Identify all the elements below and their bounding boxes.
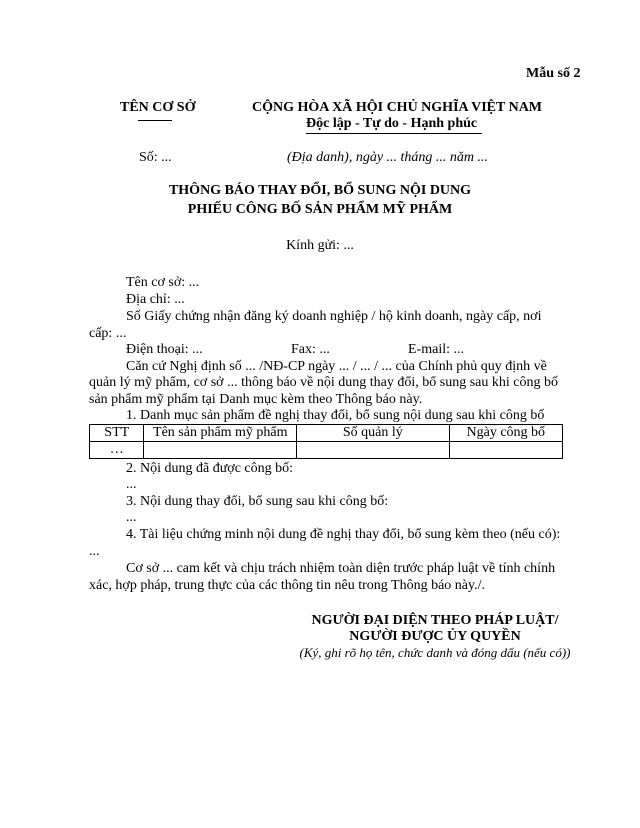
title-line-2: PHIẾU CÔNG BỐ SẢN PHẨM MỸ PHẨM [187, 202, 453, 217]
table-cell-product-name [144, 442, 297, 459]
signature-title-line-1: NGƯỜI ĐẠI DIỆN THEO PHÁP LUẬT/ [311, 613, 559, 628]
column-header-management-number: Số quản lý [297, 425, 450, 442]
signature-title-line-2: NGƯỜI ĐƯỢC ỦY QUYỀN [349, 629, 521, 644]
signature-note: (Ký, ghi rõ họ tên, chức danh và đóng dấu (nếu có)) [299, 645, 571, 660]
field-license-line-2: cấp: ... [89, 326, 127, 341]
basis-line-2: quản lý mỹ phẩm, cơ sở ... thông báo về nội dung thay đổi, bổ sung sau khi công bố [89, 375, 558, 390]
org-name: TÊN CƠ SỞ [120, 100, 196, 115]
field-license-line-1: Số Giấy chứng nhận đăng ký doanh nghiệp / hộ kinh doanh, ngày cấp, nơi [126, 309, 542, 324]
section-4-heading: 4. Tài liệu chứng minh nội dung đề nghị thay đổi, bổ sung kèm theo (nếu có): [126, 527, 561, 542]
column-header-product-name: Tên sản phẩm mỹ phẩm [144, 425, 297, 442]
field-fax: Fax: ... [291, 342, 330, 357]
motto-underline [306, 133, 482, 134]
section-4-value: ... [89, 544, 100, 559]
table-row [90, 442, 563, 459]
field-address: Địa chỉ: ... [126, 292, 185, 307]
commitment-line-2: xác, hợp pháp, trung thực của các thông tin nêu trong Thông báo này./. [89, 578, 485, 593]
place-date: (Địa danh), ngày ... tháng ... năm ... [287, 150, 489, 165]
table-cell-management-number [297, 442, 450, 459]
section-3-heading: 3. Nội dung thay đổi, bổ sung sau khi công bố: [126, 494, 389, 509]
section-2-value: ... [126, 477, 137, 492]
table-header-row [90, 425, 563, 442]
column-header-announcement-date: Ngày công bố [449, 425, 562, 442]
product-table [89, 424, 563, 459]
org-name-underline [138, 120, 172, 121]
table-cell-stt: … [90, 442, 144, 459]
recipient: Kính gửi: ... [286, 238, 354, 253]
motto: Độc lập - Tự do - Hạnh phúc [306, 116, 478, 131]
column-header-stt: STT [90, 425, 144, 442]
commitment-line-1: Cơ sở ... cam kết và chịu trách nhiệm toàn diện trước pháp luật về tính chính [126, 561, 556, 576]
form-number: Mẫu số 2 [526, 66, 581, 81]
table-cell-announcement-date [449, 442, 562, 459]
basis-line-3: sản phẩm mỹ phẩm tại Danh mục kèm theo Thông báo này. [89, 392, 423, 407]
section-1-heading: 1. Danh mục sản phẩm đề nghị thay đổi, bổ sung nội dung sau khi công bố [126, 408, 545, 423]
field-phone: Điện thoại: ... [126, 342, 203, 357]
basis-line-1: Căn cứ Nghị định số ... /NĐ-CP ngày ... / ... / ... của Chính phủ quy định về [126, 359, 547, 374]
country-name: CỘNG HÒA XÃ HỘI CHỦ NGHĨA VIỆT NAM [252, 100, 543, 115]
field-name: Tên cơ sở: ... [126, 275, 200, 290]
field-email: E-mail: ... [408, 342, 464, 357]
section-2-heading: 2. Nội dung đã được công bố: [126, 461, 294, 476]
document-number: Số: ... [139, 150, 172, 165]
section-3-value: ... [126, 510, 137, 525]
title-line-1: THÔNG BÁO THAY ĐỔI, BỔ SUNG NỘI DUNG [168, 183, 472, 198]
